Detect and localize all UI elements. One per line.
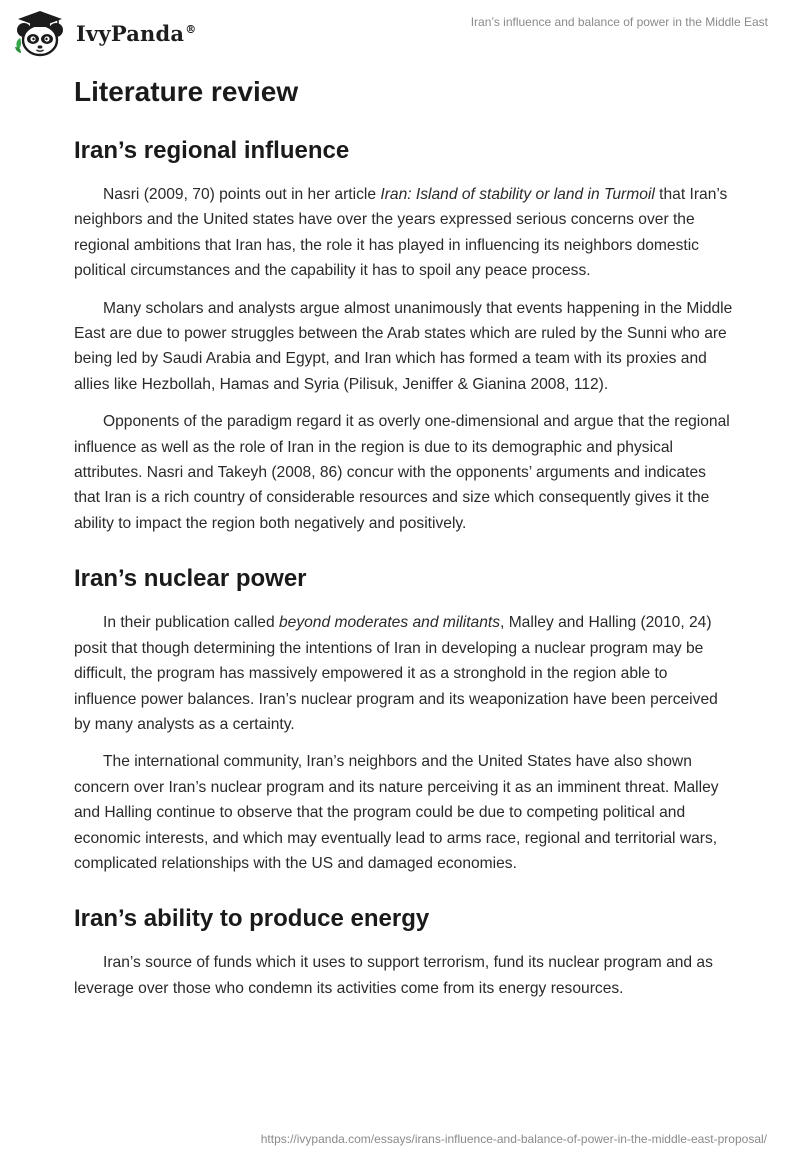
section-nuclear-power (74, 564, 734, 876)
section-heading: Iran’s regional influence (74, 137, 350, 164)
paragraph: Nasri (2009, 70) points out in her article Iran: Island of stability or land in Turmoil that Iran’s neighbors and the United states have over the years expressed serious concerns over the regional ambitions that Iran has, the role it has played in influencing its neighbors domestic political circumstances and the capability it has to spoil any peace process. (74, 186, 728, 280)
panda-graduate-icon (12, 8, 70, 58)
section-heading: Iran’s nuclear power (74, 565, 307, 593)
paragraph: The international community, Iran’s neighbors and the United States have also shown concern over Iran’s nuclear program and its nature perceiving it as an imminent threat. Malley and Halling continue to observe that the program could be due to competing political and economic interests, and which may eventually lead to arms race, regional and territorial wars, complicated relationships with the US and damaged economies. (74, 753, 719, 872)
page-header (0, 0, 800, 70)
section-heading: Iran’s ability to produce energy (74, 905, 430, 933)
paragraph: Iran’s source of funds which it uses to support terrorism, fund its nuclear program and as leverage over those who condemn its activities come from its energy resources. (74, 954, 713, 997)
document-title: Iran’s influence and balance of power in the Middle East (470, 15, 768, 29)
paragraph: Many scholars and analysts argue almost unanimously that events happening in the Middle East are due to power struggles between the Arab states which are ruled by the Sunni who are being led by Saudi Arabia and Egypt, and Iran which has formed a team with its proxies and allies like Hezbollah, Hamas and Syria (Pilisuk, Jeniffer & Gianina 2008, 112). (74, 299, 733, 393)
paragraph: In their publication called beyond moderates and militants, Malley and Halling (2010, 24) posit that though determining the intentions of Iran in developing a nuclear program may be difficult, the program has massively empowered it as a stronghold in the region able to influence power balances. Iran’s nuclear program and its weaponization have been perceived by many analysts as a certainty. (74, 614, 718, 733)
paragraph: Opponents of the paradigm regard it as overly one-dimensional and argue that the regional influence as well as the role of Iran in the region is due to its demographic and physical attributes. Nasri and Takeyh (2008, 86) concur with the opponents’ arguments and indicates that Iran is a rich country of considerable resources and size which consequently gives it the ability to impact the region both negatively and positively. (74, 413, 730, 532)
publication-title-citation: beyond moderates and militants (278, 614, 501, 632)
source-url-link[interactable]: https://ivypanda.com/essays/irans-influence-and-balance-of-power-in-the-middle-east-proposal/ (260, 1132, 767, 1146)
page-title: Literature review (74, 76, 299, 107)
logo-wordmark: IvyPanda® (76, 20, 197, 46)
article-body (74, 70, 734, 1013)
section-regional-influence (74, 136, 734, 536)
ivypanda-logo[interactable] (12, 8, 196, 58)
article-title-citation: Iran: Island of stability or land in Turmoil (380, 186, 655, 203)
section-energy (74, 904, 734, 1001)
